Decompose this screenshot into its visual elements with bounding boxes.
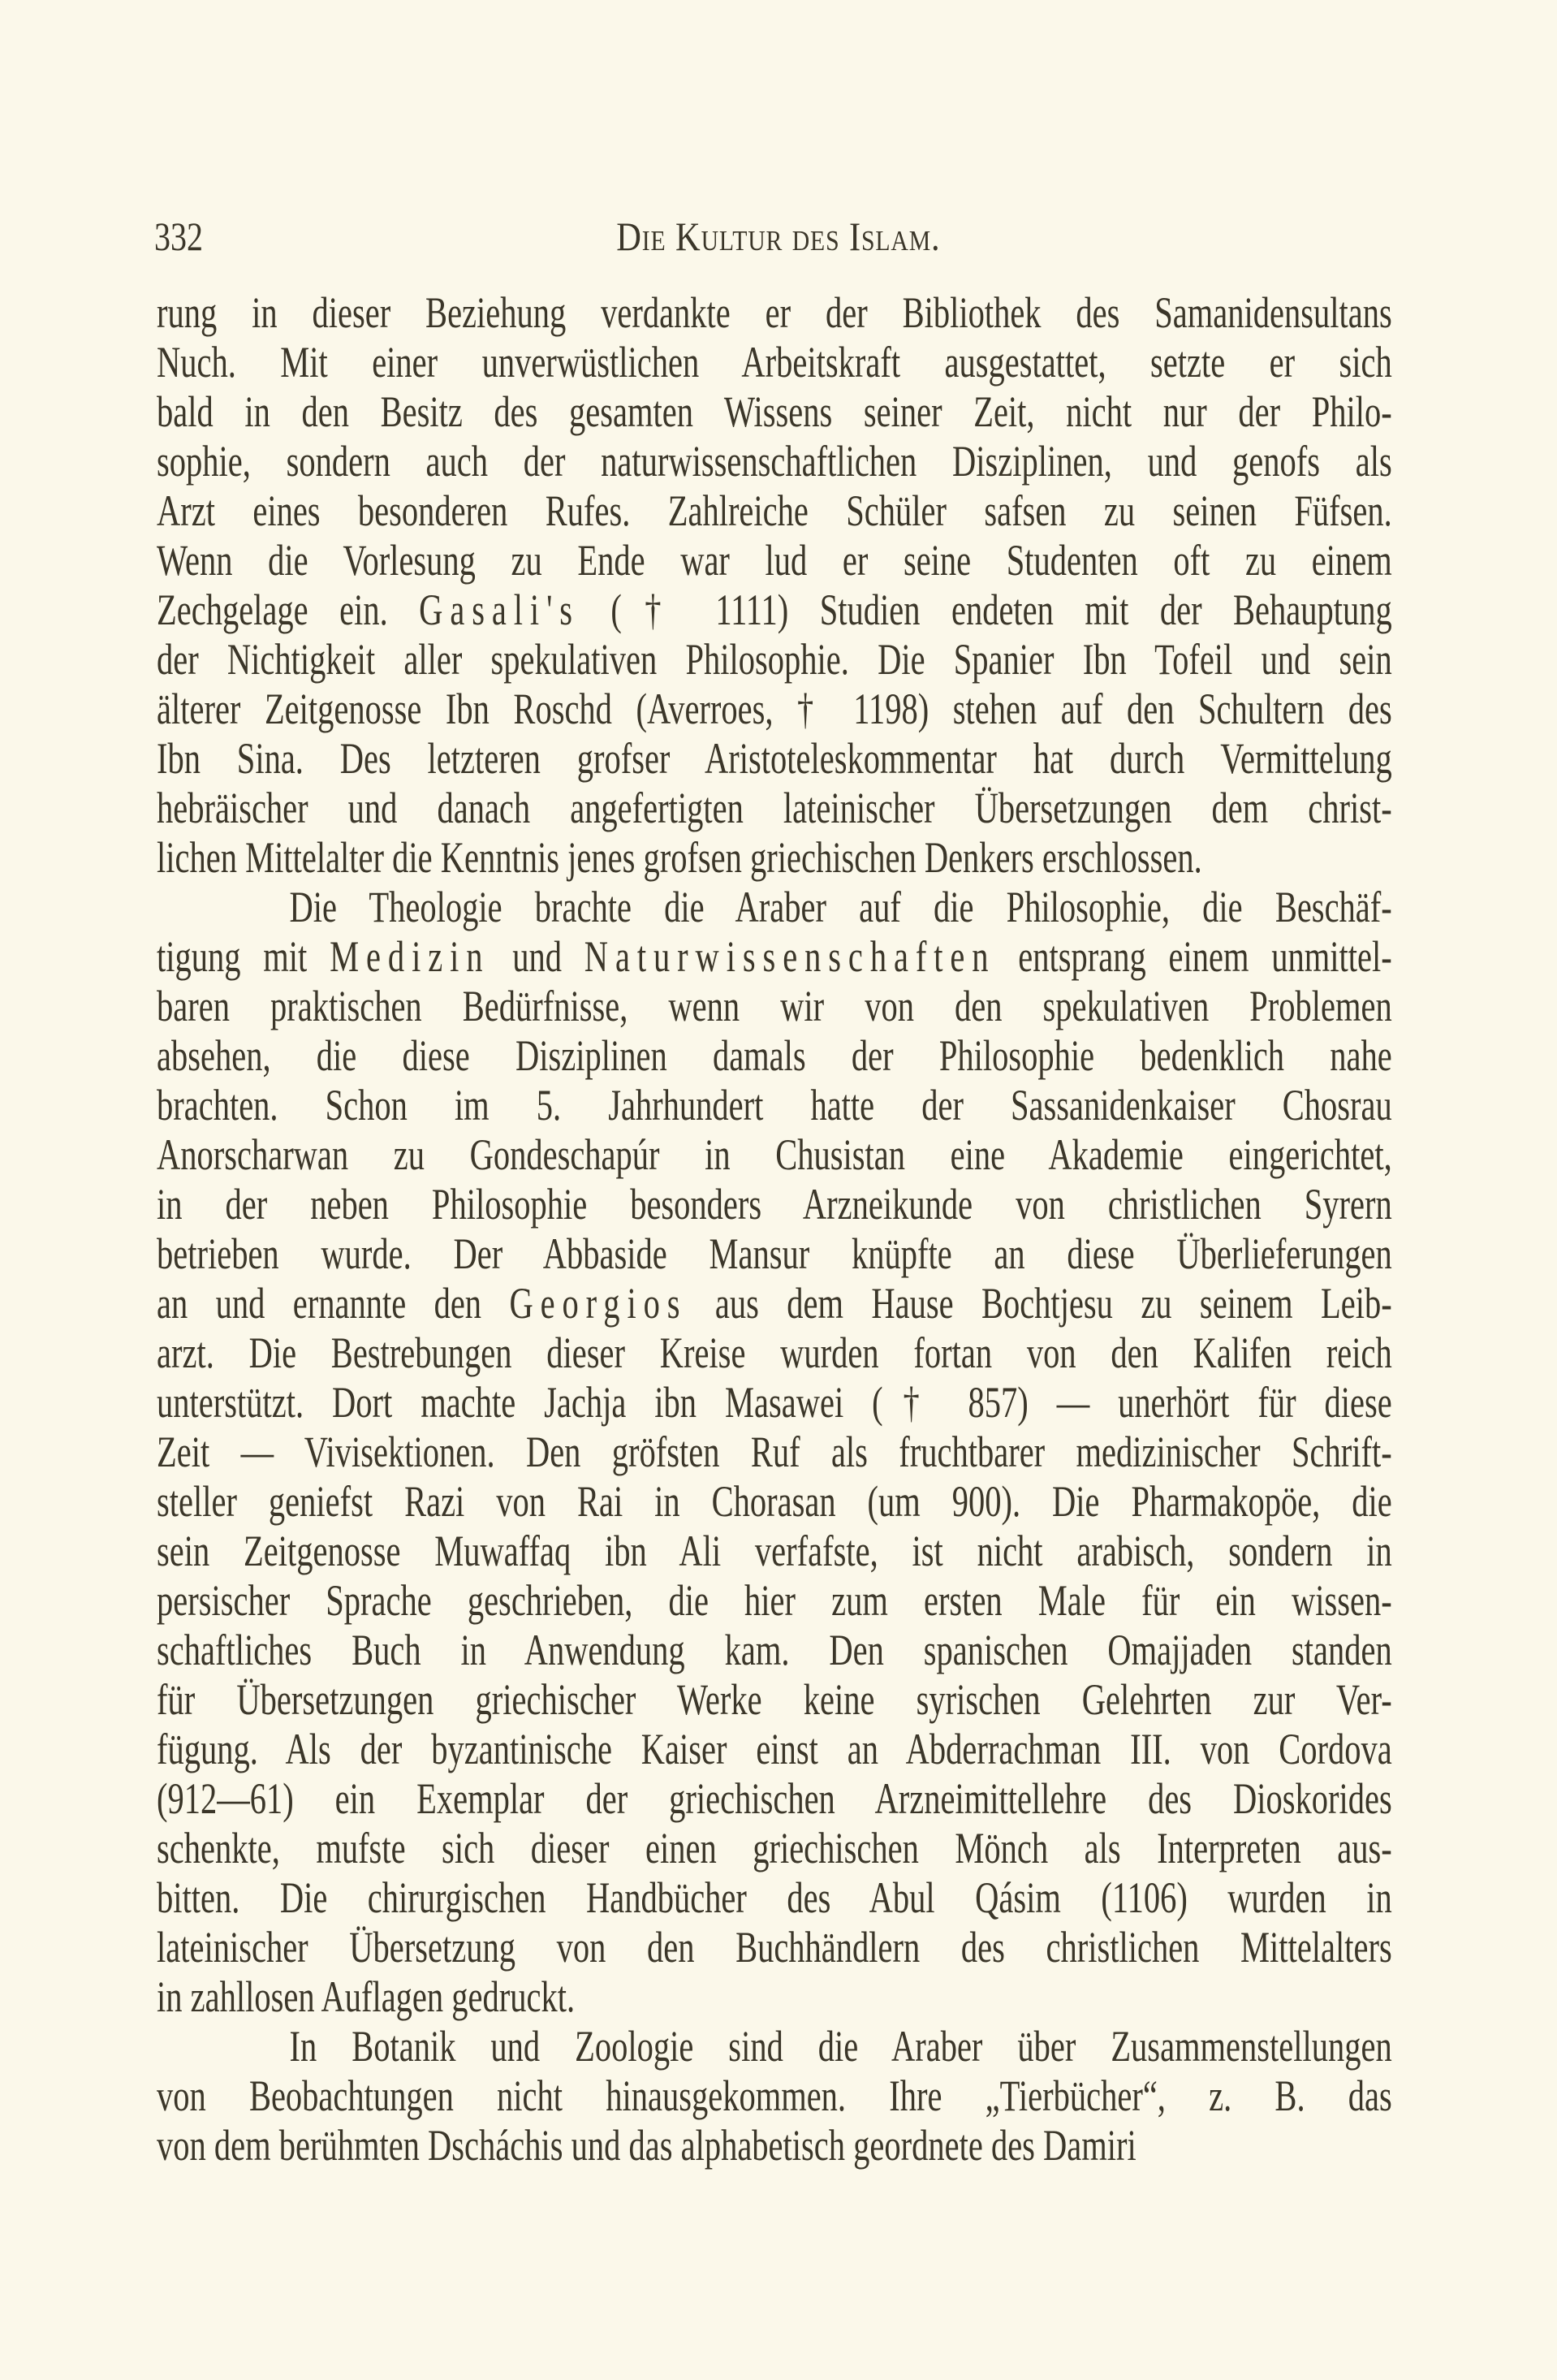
text-line: älterer Zeitgenosse Ibn Roschd (Averroes, † 1198) stehen auf den Schultern des [157,685,1392,733]
page-number: 332 [154,214,203,259]
text-line: Arzt eines besonderen Rufes. Zahlreiche Schüler safsen zu seinen Füfsen. [157,486,1392,535]
text-line: sophie, sondern auch der naturwissenschaftlichen Disziplinen, und genofs als [157,437,1392,486]
running-title [0,213,1557,260]
text-line: Zechgelage ein. Gasali's († 1111) Studien endeten mit der Behauptung [157,585,1392,634]
text-line: persischer Sprache geschrieben, die hier zum ersten Male für ein wissen- [157,1576,1392,1625]
emphasized-name: Naturwissenschaften [584,932,996,981]
text-line: lichen Mittelalter die Kenntnis jenes grofsen griechischen Denkers erschlossen. [157,833,1202,882]
text-line: In Botanik und Zoologie sind die Araber über Zusammenstellungen [289,2022,1392,2071]
text-line: absehen, die diese Disziplinen damals der Philosophie bedenklich nahe [157,1031,1392,1080]
text-line: rung in dieser Beziehung verdankte er der Bibliothek des Samanidensultans [157,288,1392,337]
text-line: brachten. Schon im 5. Jahrhundert hatte der Sassanidenkaiser Chosrau [157,1081,1392,1130]
emphasized-name: Georgios [509,1279,688,1328]
emphasized-name: Medizin [330,932,490,981]
paragraph [157,288,1392,883]
text-line: lateinischer Übersetzung von den Buchhändlern des christlichen Mittelalters [157,1923,1392,1972]
text-line: in der neben Philosophie besonders Arzneikunde von christlichen Syrern [157,1180,1392,1229]
emphasized-name: Gasali's [419,585,580,634]
text-line: betrieben wurde. Der Abbaside Mansur knüpfte an diese Überlieferungen [157,1229,1392,1278]
text-line: in zahllosen Auflagen gedruckt. [157,1972,576,2021]
text-line: steller geniefst Razi von Rai in Chorasan (um 900). Die Pharmakopöe, die [157,1477,1392,1526]
paragraph [157,883,1392,2022]
text-line: fügung. Als der byzantinische Kaiser einst an Abderrachman III. von Cordova [157,1725,1392,1773]
text-line: unterstützt. Dort machte Jachja ibn Masawei († 857) — unerhört für diese [157,1378,1392,1427]
text-line: von Beobachtungen nicht hinausgekommen. Ihre „Tierbücher“, z. B. das [157,2071,1392,2120]
text-line: für Übersetzungen griechischer Werke keine syrischen Gelehrten zur Ver- [157,1675,1392,1724]
text-line: baren praktischen Bedürfnisse, wenn wir von den spekulativen Problemen [157,982,1392,1030]
text-line: Ibn Sina. Des letzteren grofser Aristoteleskommentar hat durch Vermittelung [157,734,1392,783]
text-line: Die Theologie brachte die Araber auf die Philosophie, die Beschäf- [289,883,1392,931]
text-line: der Nichtigkeit aller spekulativen Philosophie. Die Spanier Ibn Tofeil und sein [157,635,1392,684]
text-line: Nuch. Mit einer unverwüstlichen Arbeitskraft ausgestattet, setzte er sich [157,338,1392,387]
text-line: Wenn die Vorlesung zu Ende war lud er seine Studenten oft zu einem [157,536,1392,585]
text-line: sein Zeitgenosse Muwaffaq ibn Ali verfafste, ist nicht arabisch, sondern in [157,1527,1392,1575]
text-line: hebräischer und danach angefertigten lateinischer Übersetzungen dem christ- [157,784,1392,832]
text-line: Anorscharwan zu Gondeschapúr in Chusistan eine Akademie eingerichtet, [157,1130,1392,1179]
text-line: (912—61) ein Exemplar der griechischen Arzneimittellehre des Dioskorides [157,1774,1392,1823]
text-line: arzt. Die Bestrebungen dieser Kreise wurden fortan von den Kalifen reich [157,1328,1392,1377]
text-line: an und ernannte den Georgios aus dem Hause Bochtjesu zu seinem Leib- [157,1279,1392,1328]
text-line: schaftliches Buch in Anwendung kam. Den spanischen Omajjaden standen [157,1626,1392,1674]
body-text [157,288,1392,2171]
paragraph [157,2022,1392,2171]
text-line: bald in den Besitz des gesamten Wissens seiner Zeit, nicht nur der Philo- [157,387,1392,436]
text-line: von dem berühmten Dscháchis und das alphabetisch geordnete des Damiri [157,2121,1136,2170]
text-line: schenkte, mufste sich dieser einen griechischen Mönch als Interpreten aus- [157,1824,1392,1872]
text-line: tigung mit Medizin und Naturwissenschaften entsprang einem unmittel- [157,932,1392,981]
running-title-text: Die Kultur des Islam. [616,214,941,259]
text-line: Zeit — Vivisektionen. Den gröfsten Ruf als fruchtbarer medizinischer Schrift- [157,1428,1392,1476]
text-line: bitten. Die chirurgischen Handbücher des Abul Qásim (1106) wurden in [157,1873,1392,1922]
